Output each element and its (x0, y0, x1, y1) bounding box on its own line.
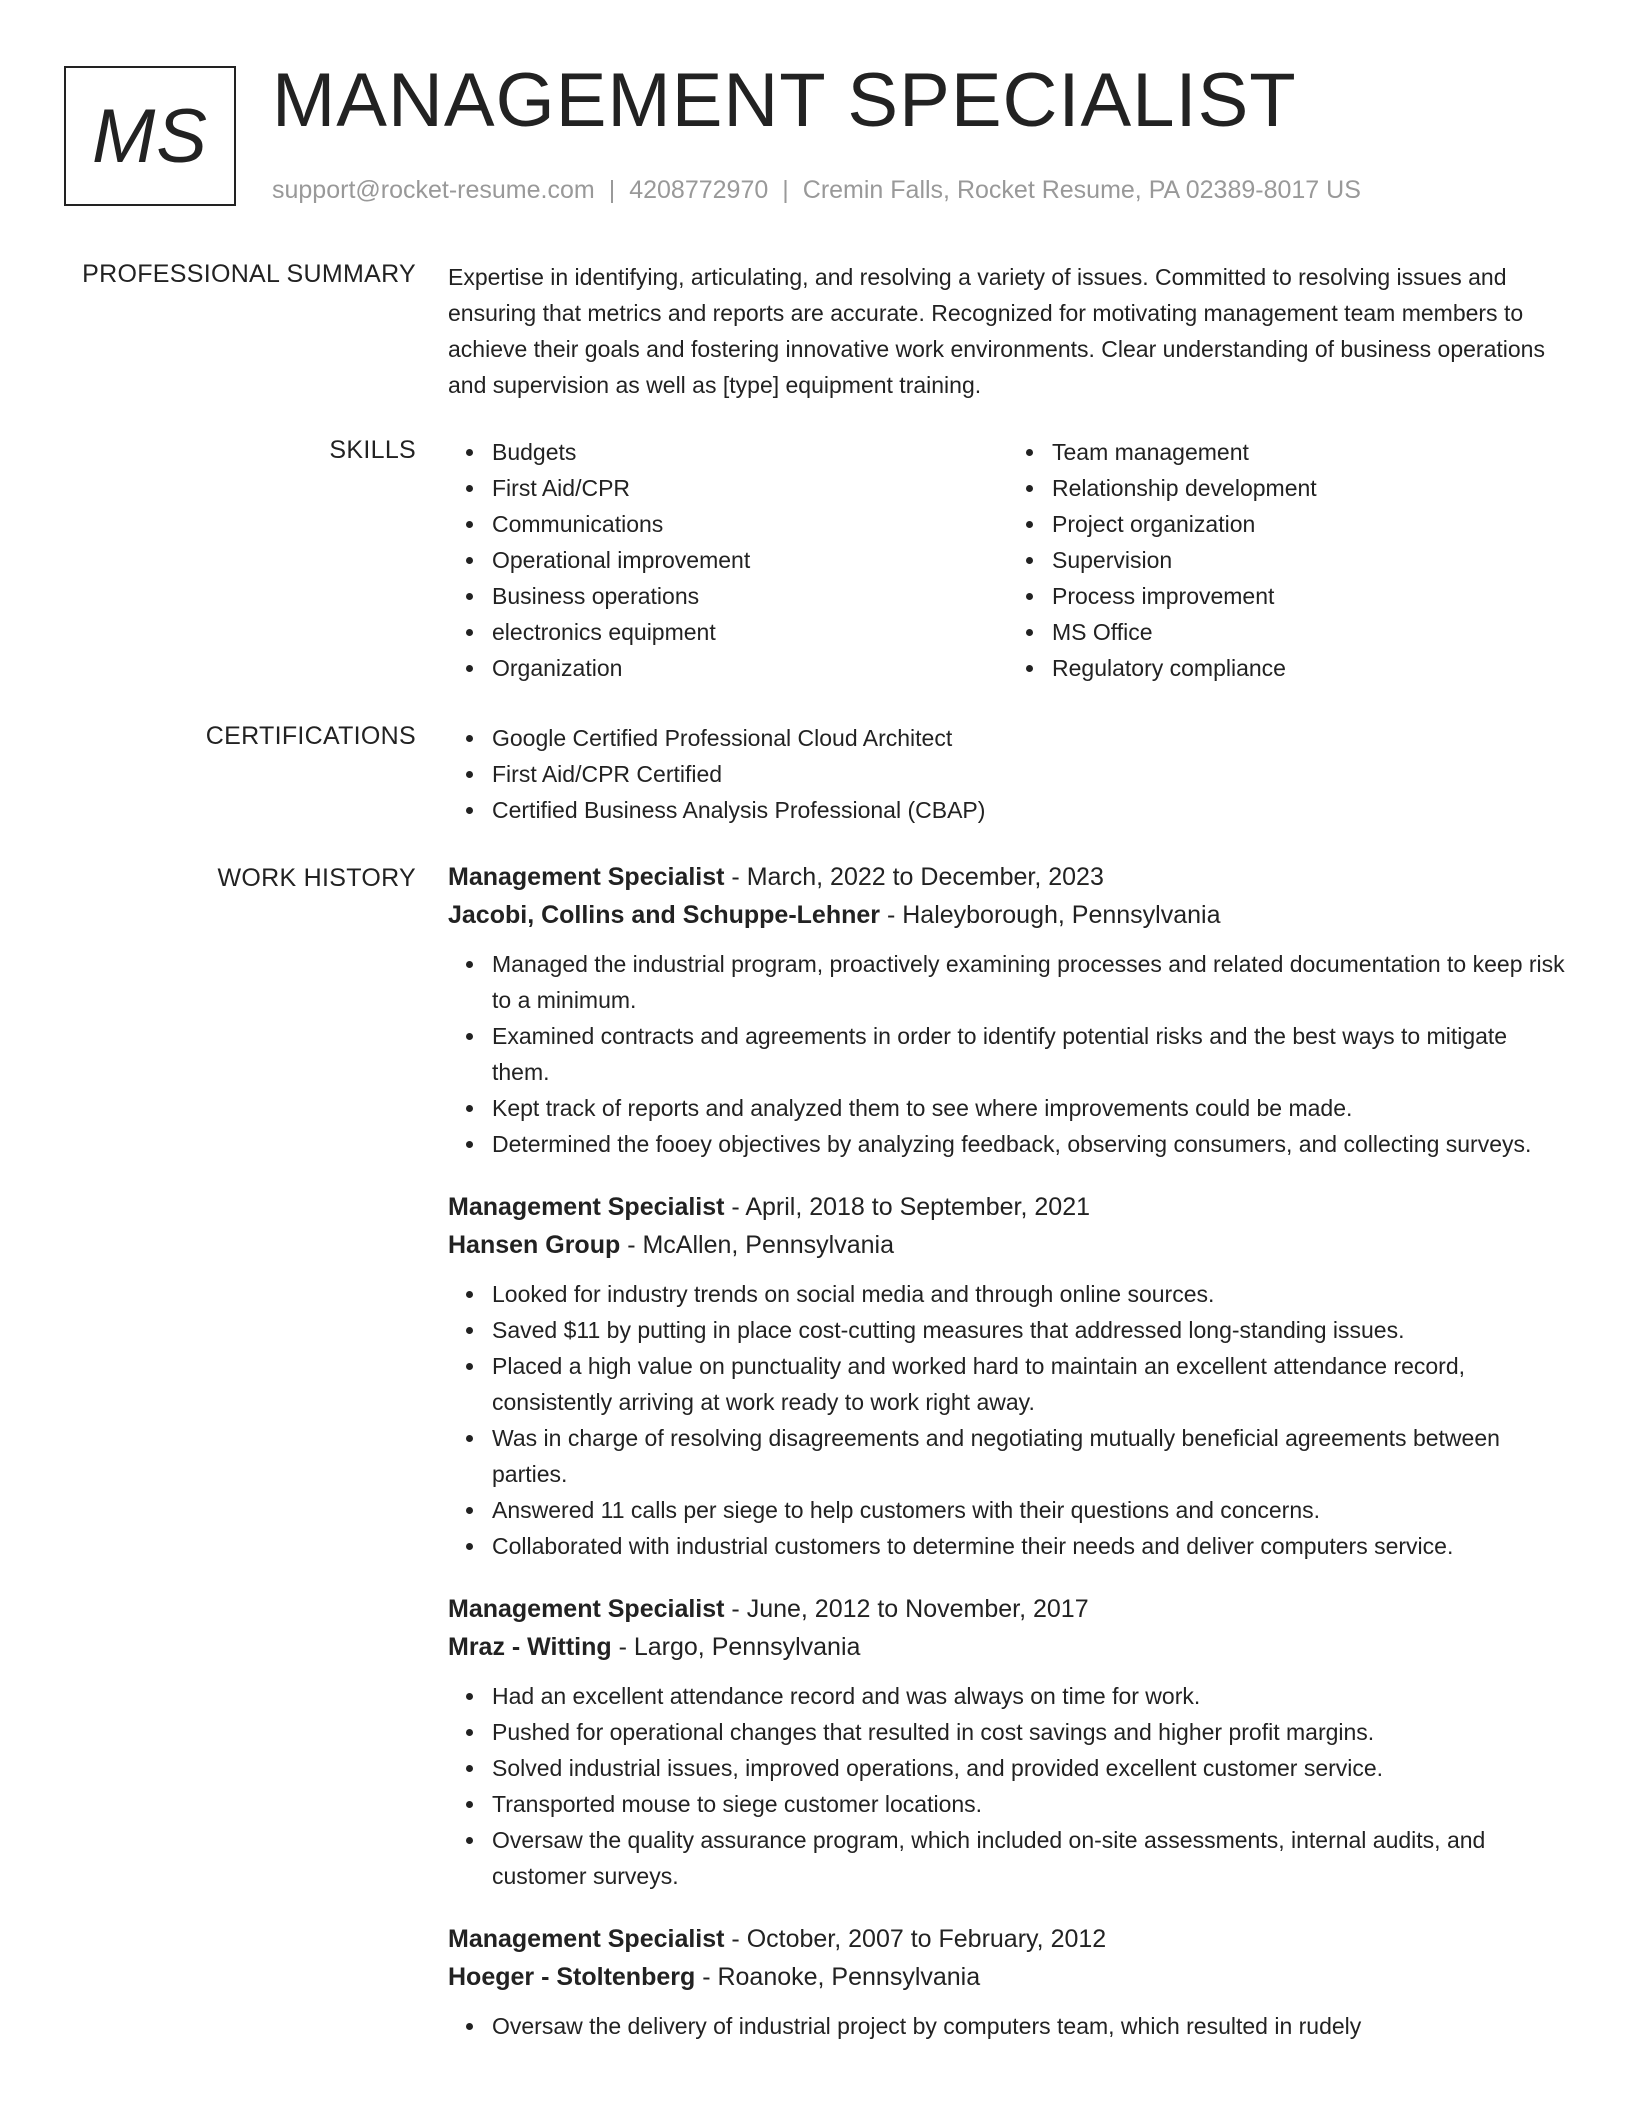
contact-address: Cremin Falls, Rocket Resume, PA 02389-8017 US (802, 176, 1361, 204)
job-location: - Largo, Pennsylvania (611, 1633, 861, 1661)
skills-list-left (448, 434, 1008, 686)
job-company: Hansen Group (448, 1231, 621, 1259)
work-history-body (448, 858, 1568, 2070)
list-item: First Aid/CPR Certified (492, 756, 1568, 792)
job-company: Jacobi, Collins and Schuppe-Lehner (448, 901, 881, 929)
job-company: Mraz - Witting (448, 1633, 612, 1661)
section-label-work-history: WORK HISTORY (217, 864, 416, 892)
list-item: Oversaw the quality assurance program, which included on-site assessments, internal audits, and customer surveys. (492, 1822, 1568, 1894)
contact-phone[interactable]: 4208772970 (629, 176, 769, 204)
list-item: Relationship development (1052, 470, 1568, 506)
monogram-box (64, 66, 236, 206)
contact-line (272, 174, 1361, 206)
list-item: Placed a high value on punctuality and worked hard to maintain an excellent attendance record, consistently arriving at work ready to work right away. (492, 1348, 1568, 1420)
list-item: Team management (1052, 434, 1568, 470)
list-item: Process improvement (1052, 578, 1568, 614)
list-item: Had an excellent attendance record and was always on time for work. (492, 1678, 1568, 1714)
job-title: Management Specialist (448, 1193, 725, 1221)
section-label-certifications: CERTIFICATIONS (205, 722, 416, 750)
list-item: Saved $11 by putting in place cost-cutting measures that addressed long-standing issues. (492, 1312, 1568, 1348)
list-item: Pushed for operational changes that resulted in cost savings and higher profit margins. (492, 1714, 1568, 1750)
list-item: Collaborated with industrial customers to determine their needs and deliver computers service. (492, 1528, 1568, 1564)
list-item: Operational improvement (492, 542, 1008, 578)
job-company-line (448, 1226, 1568, 1264)
list-item: Budgets (492, 434, 1008, 470)
list-item: Project organization (1052, 506, 1568, 542)
list-item: Examined contracts and agreements in order to identify potential risks and the best ways to mitigate them. (492, 1018, 1568, 1090)
job-company-line (448, 1628, 1568, 1666)
job-bullets (448, 1276, 1568, 1564)
list-item: MS Office (1052, 614, 1568, 650)
list-item: Business operations (492, 578, 1008, 614)
job-title-line (448, 1188, 1568, 1226)
list-item: Google Certified Professional Cloud Architect (492, 720, 1568, 756)
resume-name: MANAGEMENT SPECIALIST (272, 58, 1297, 143)
list-item: Kept track of reports and analyzed them to see where improvements could be made. (492, 1090, 1568, 1126)
job-title: Management Specialist (448, 1925, 725, 1953)
list-item: Oversaw the delivery of industrial project by computers team, which resulted in rudely (492, 2008, 1568, 2044)
job-title-line (448, 858, 1568, 896)
summary-text: Expertise in identifying, articulating, and resolving a variety of issues. Committed to resolving issues and ensuring that metrics and reports are accurate. Recognized for motivating management team members to achieve their goals and fostering innovative work environments. Clear understanding of business operations and supervision as well as [type] equipment training. (448, 264, 1545, 398)
list-item: electronics equipment (492, 614, 1008, 650)
job-title: Management Specialist (448, 1595, 725, 1623)
job-entry (448, 1590, 1568, 1894)
job-company-line (448, 896, 1568, 934)
job-title-line (448, 1920, 1568, 1958)
job-location: - McAllen, Pennsylvania (620, 1231, 894, 1259)
contact-separator: | (782, 176, 789, 204)
job-bullets (448, 1678, 1568, 1894)
job-dates: - April, 2018 to September, 2021 (724, 1193, 1090, 1221)
job-entry (448, 858, 1568, 1162)
list-item: Organization (492, 650, 1008, 686)
skills-body (448, 434, 1568, 686)
list-item: Solved industrial issues, improved operations, and provided excellent customer service. (492, 1750, 1568, 1786)
list-item: Regulatory compliance (1052, 650, 1568, 686)
job-location: - Roanoke, Pennsylvania (695, 1963, 981, 1991)
list-item: Managed the industrial program, proactively examining processes and related documentation to keep risk to a minimum. (492, 946, 1568, 1018)
job-dates: - June, 2012 to November, 2017 (724, 1595, 1089, 1623)
list-item: Answered 11 calls per siege to help customers with their questions and concerns. (492, 1492, 1568, 1528)
job-dates: - March, 2022 to December, 2023 (724, 863, 1104, 891)
job-bullets (448, 946, 1568, 1162)
job-title: Management Specialist (448, 863, 725, 891)
certifications-list (448, 720, 1568, 828)
job-entry (448, 1188, 1568, 1564)
section-label-summary: PROFESSIONAL SUMMARY (82, 260, 416, 288)
list-item: Looked for industry trends on social media and through online sources. (492, 1276, 1568, 1312)
list-item: First Aid/CPR (492, 470, 1008, 506)
job-company: Hoeger - Stoltenberg (448, 1963, 696, 1991)
job-bullets (448, 2008, 1568, 2044)
certifications-body (448, 720, 1568, 828)
list-item: Transported mouse to siege customer locations. (492, 1786, 1568, 1822)
list-item: Was in charge of resolving disagreements and negotiating mutually beneficial agreements between parties. (492, 1420, 1568, 1492)
contact-email[interactable]: support@rocket-resume.com (272, 176, 595, 204)
job-dates: - October, 2007 to February, 2012 (724, 1925, 1107, 1953)
contact-separator: | (608, 176, 616, 204)
list-item: Certified Business Analysis Professional (CBAP) (492, 792, 1568, 828)
list-item: Determined the fooey objectives by analyzing feedback, observing consumers, and collecting surveys. (492, 1126, 1568, 1162)
section-label-skills: SKILLS (329, 436, 416, 464)
list-item: Communications (492, 506, 1008, 542)
job-title-line (448, 1590, 1568, 1628)
job-location: - Haleyborough, Pennsylvania (880, 901, 1221, 929)
skills-list-right (1008, 434, 1568, 686)
list-item: Supervision (1052, 542, 1568, 578)
monogram-initials: MS (92, 93, 208, 179)
job-entry (448, 1920, 1568, 2044)
job-company-line (448, 1958, 1568, 1996)
